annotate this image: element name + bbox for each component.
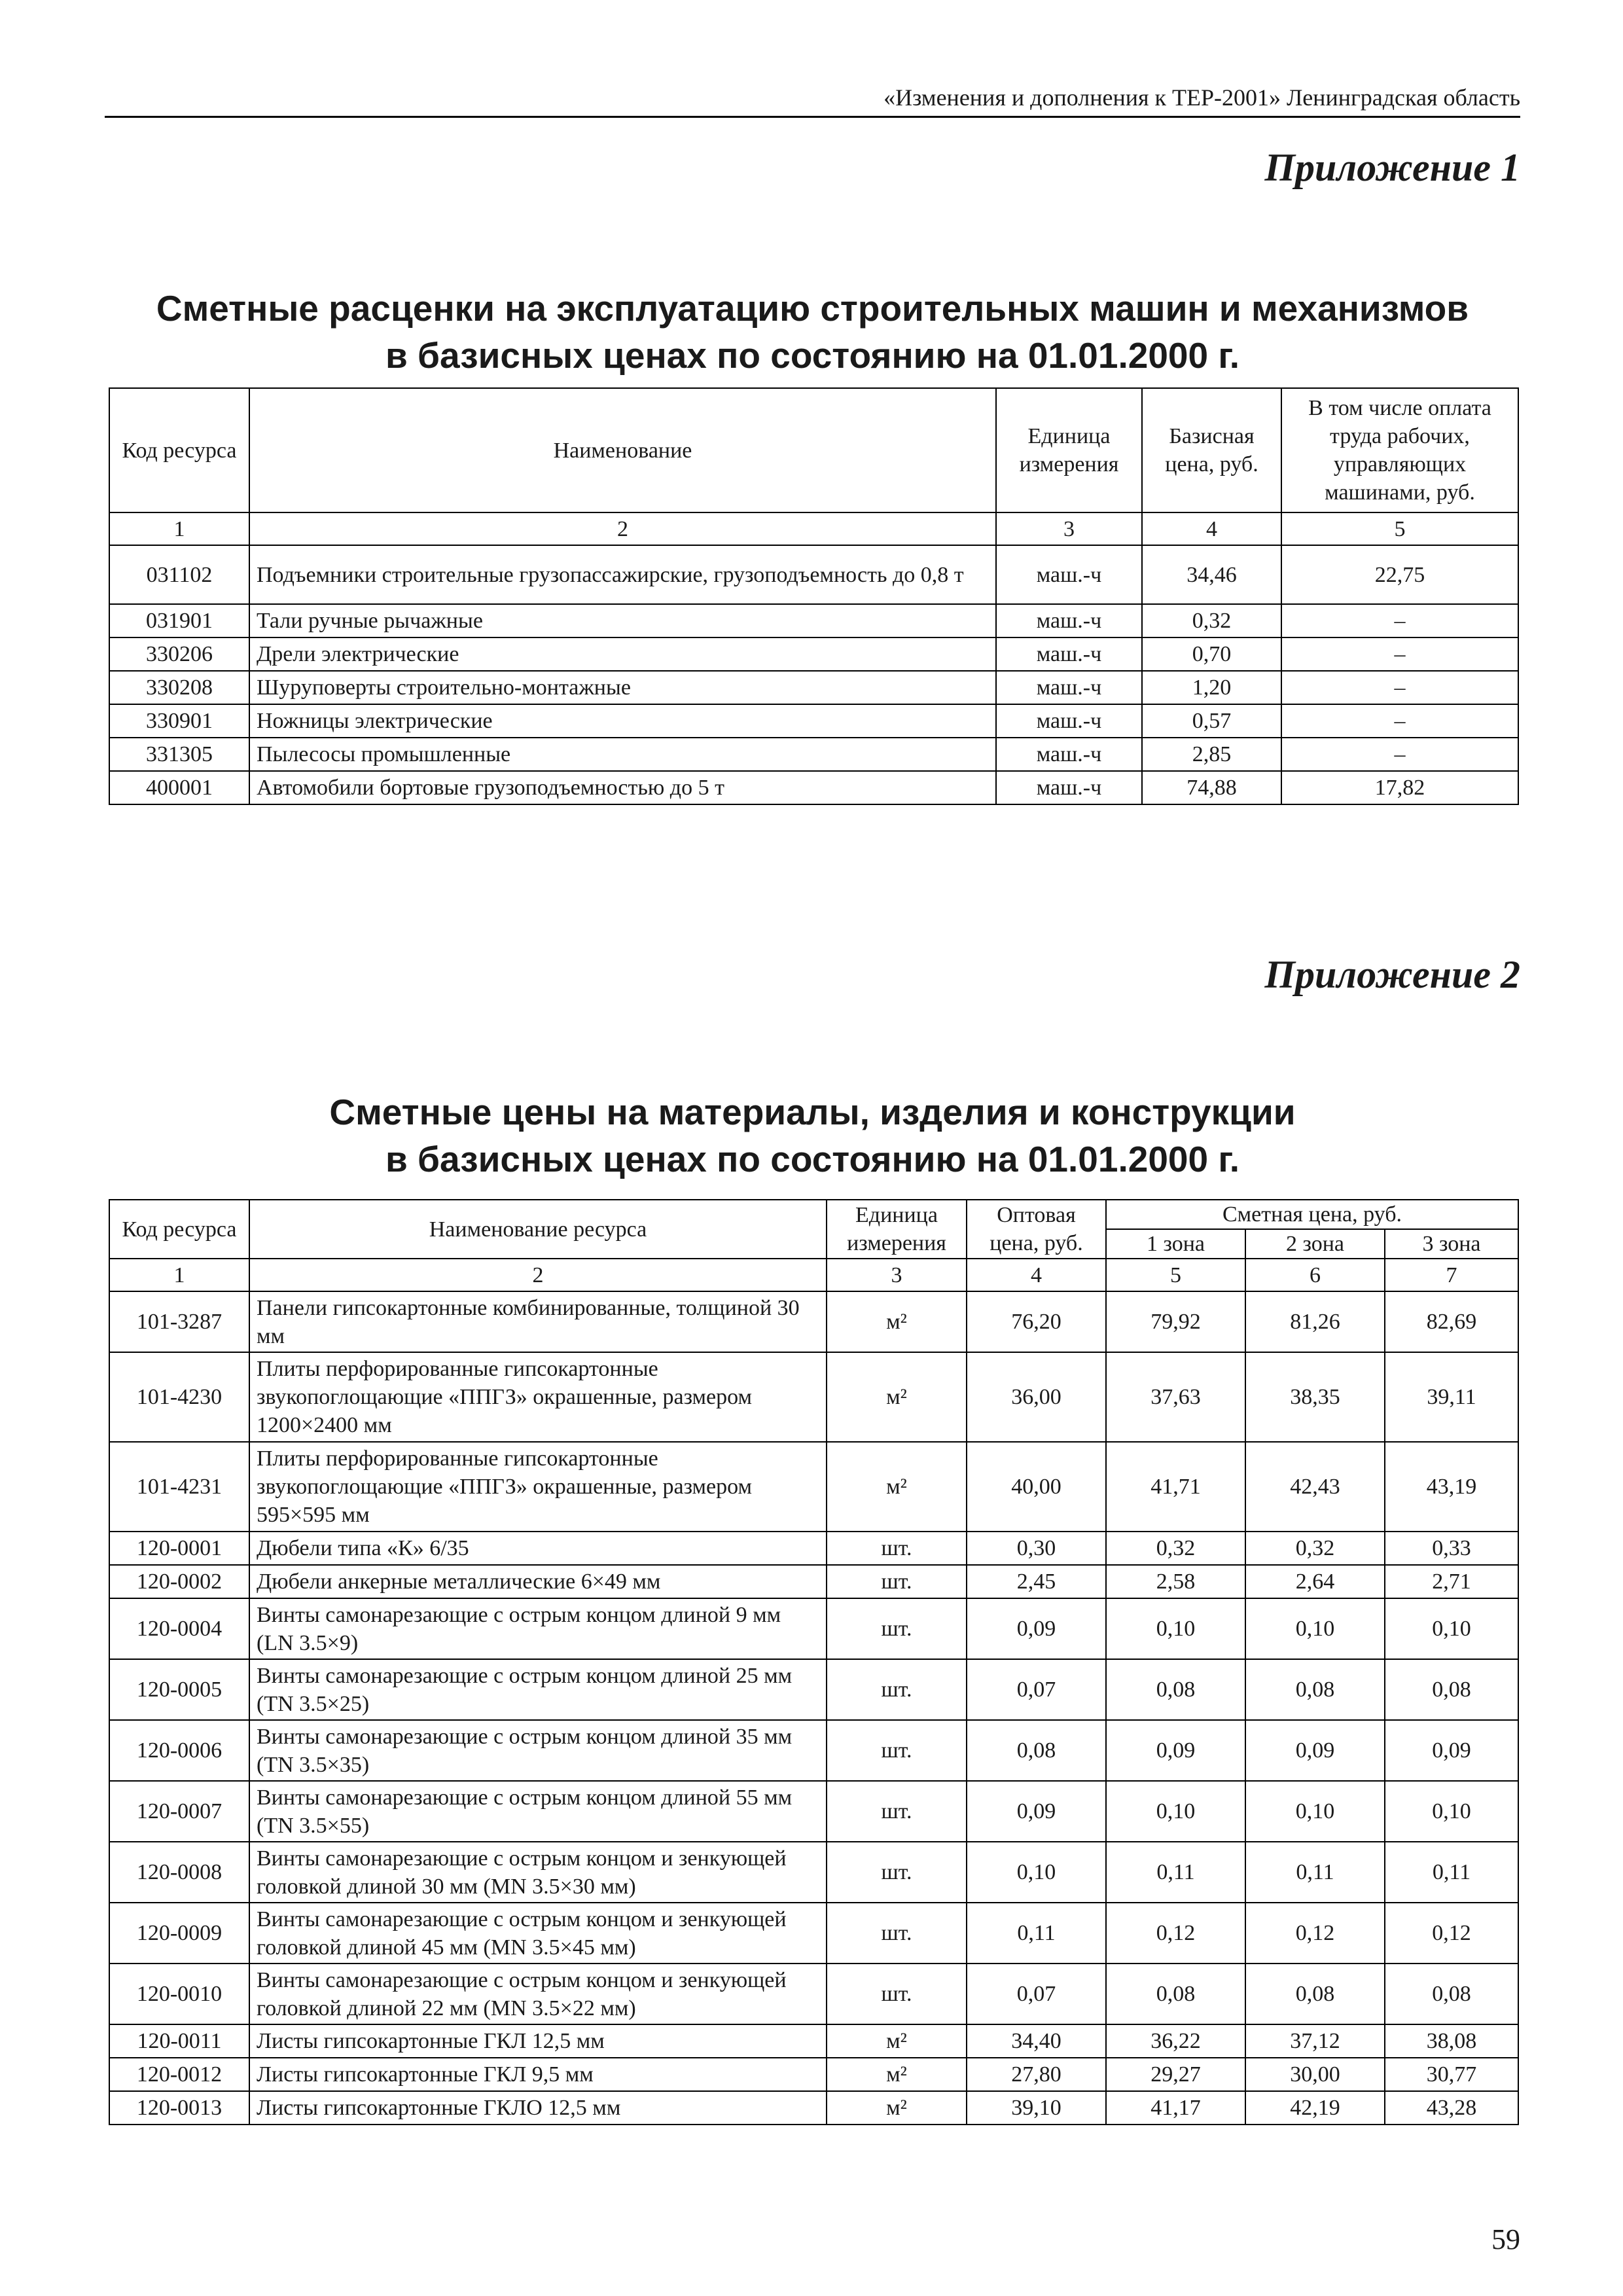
resource-code: 120-0011 bbox=[109, 2024, 249, 2058]
zone-2-price: 81,26 bbox=[1245, 1291, 1385, 1352]
page-number: 59 bbox=[1491, 2223, 1520, 2255]
resource-code: 331305 bbox=[109, 738, 249, 771]
resource-code: 031901 bbox=[109, 604, 249, 637]
table-row bbox=[109, 1781, 1518, 1842]
appendix-2-title bbox=[105, 1088, 1520, 1183]
wholesale-price: 0,09 bbox=[967, 1781, 1106, 1842]
column-number: 1 bbox=[109, 512, 249, 545]
resource-name: Винты самонарезающие с острым концом длиной 25 мм (TN 3.5×25) bbox=[249, 1659, 827, 1720]
table-row bbox=[109, 1565, 1518, 1598]
wholesale-price: 36,00 bbox=[967, 1352, 1106, 1442]
wholesale-price: 0,10 bbox=[967, 1842, 1106, 1903]
table-row bbox=[109, 1598, 1518, 1659]
zone-3-price: 82,69 bbox=[1385, 1291, 1518, 1352]
zone-2-price: 0,11 bbox=[1245, 1842, 1385, 1903]
zone-2-price: 0,08 bbox=[1245, 1964, 1385, 2024]
appendix-1-title-line-2: в базисных ценах по состоянию на 01.01.2000 г. bbox=[385, 335, 1240, 376]
resource-name: Ножницы электрические bbox=[249, 704, 996, 738]
table-row bbox=[109, 1352, 1518, 1442]
base-price: 74,88 bbox=[1142, 771, 1281, 804]
wholesale-price: 27,80 bbox=[967, 2058, 1106, 2091]
resource-name: Винты самонарезающие с острым концом длиной 55 мм (TN 3.5×55) bbox=[249, 1781, 827, 1842]
base-price: 0,32 bbox=[1142, 604, 1281, 637]
labor-cost: 22,75 bbox=[1281, 545, 1518, 604]
resource-name: Листы гипсокартонные ГКЛ 12,5 мм bbox=[249, 2024, 827, 2058]
unit: маш.-ч bbox=[996, 604, 1142, 637]
resource-code: 330208 bbox=[109, 671, 249, 704]
zone-1-price: 0,08 bbox=[1106, 1659, 1245, 1720]
header-zone-3: 3 зона bbox=[1385, 1229, 1518, 1259]
resource-code: 120-0009 bbox=[109, 1903, 249, 1964]
labor-cost: – bbox=[1281, 704, 1518, 738]
unit: шт. bbox=[827, 1720, 967, 1781]
resource-name: Дюбели типа «К» 6/35 bbox=[249, 1532, 827, 1565]
resource-name: Листы гипсокартонные ГКЛ 9,5 мм bbox=[249, 2058, 827, 2091]
unit: маш.-ч bbox=[996, 771, 1142, 804]
zone-1-price: 0,09 bbox=[1106, 1720, 1245, 1781]
wholesale-price: 76,20 bbox=[967, 1291, 1106, 1352]
column-number: 2 bbox=[249, 512, 996, 545]
table-row bbox=[109, 671, 1518, 704]
table-row bbox=[109, 2091, 1518, 2125]
column-number: 2 bbox=[249, 1259, 827, 1291]
header-zone-1: 1 зона bbox=[1106, 1229, 1245, 1259]
resource-name: Винты самонарезающие с острым концом длиной 35 мм (TN 3.5×35) bbox=[249, 1720, 827, 1781]
table-row bbox=[109, 1842, 1518, 1903]
table-row bbox=[109, 1532, 1518, 1565]
zone-2-price: 42,19 bbox=[1245, 2091, 1385, 2125]
zone-3-price: 39,11 bbox=[1385, 1352, 1518, 1442]
table-row bbox=[109, 1442, 1518, 1532]
header-unit: Единица измерения bbox=[996, 388, 1142, 512]
zone-1-price: 0,32 bbox=[1106, 1532, 1245, 1565]
column-number: 4 bbox=[967, 1259, 1106, 1291]
unit: шт. bbox=[827, 1964, 967, 2024]
base-price: 34,46 bbox=[1142, 545, 1281, 604]
zone-1-price: 79,92 bbox=[1106, 1291, 1245, 1352]
resource-code: 031102 bbox=[109, 545, 249, 604]
machines-rates-table bbox=[109, 387, 1519, 805]
resource-name: Плиты перфорированные гипсокартонные звукопоглощающие «ППГЗ» окрашенные, размером 1200×2400 мм bbox=[249, 1352, 827, 1442]
header-unit: Единица измерения bbox=[827, 1200, 967, 1259]
unit: м² bbox=[827, 2024, 967, 2058]
table-row bbox=[109, 1291, 1518, 1352]
zone-1-price: 0,08 bbox=[1106, 1964, 1245, 2024]
zone-3-price: 0,08 bbox=[1385, 1659, 1518, 1720]
resource-code: 101-3287 bbox=[109, 1291, 249, 1352]
header-divider bbox=[105, 116, 1520, 118]
base-price: 1,20 bbox=[1142, 671, 1281, 704]
table-row bbox=[109, 1903, 1518, 1964]
zone-3-price: 0,09 bbox=[1385, 1720, 1518, 1781]
header-resource-code: Код ресурса bbox=[109, 388, 249, 512]
resource-name: Винты самонарезающие с острым концом и зенкующей головкой длиной 22 мм (MN 3.5×22 мм) bbox=[249, 1964, 827, 2024]
zone-1-price: 2,58 bbox=[1106, 1565, 1245, 1598]
zone-3-price: 30,77 bbox=[1385, 2058, 1518, 2091]
zone-1-price: 37,63 bbox=[1106, 1352, 1245, 1442]
column-number: 5 bbox=[1281, 512, 1518, 545]
resource-name: Винты самонарезающие с острым концом и зенкующей головкой длиной 45 мм (MN 3.5×45 мм) bbox=[249, 1903, 827, 1964]
zone-2-price: 0,12 bbox=[1245, 1903, 1385, 1964]
wholesale-price: 2,45 bbox=[967, 1565, 1106, 1598]
table-row bbox=[109, 771, 1518, 804]
unit: маш.-ч bbox=[996, 738, 1142, 771]
labor-cost: – bbox=[1281, 604, 1518, 637]
wholesale-price: 0,07 bbox=[967, 1659, 1106, 1720]
table-row bbox=[109, 2058, 1518, 2091]
appendix-1-title bbox=[105, 285, 1520, 379]
unit: шт. bbox=[827, 1842, 967, 1903]
resource-name: Шуруповерты строительно-монтажные bbox=[249, 671, 996, 704]
zone-2-price: 42,43 bbox=[1245, 1442, 1385, 1532]
resource-name: Дрели электрические bbox=[249, 637, 996, 671]
unit: шт. bbox=[827, 1565, 967, 1598]
column-number: 3 bbox=[996, 512, 1142, 545]
zone-3-price: 0,08 bbox=[1385, 1964, 1518, 2024]
resource-code: 101-4231 bbox=[109, 1442, 249, 1532]
zone-2-price: 0,09 bbox=[1245, 1720, 1385, 1781]
resource-name: Плиты перфорированные гипсокартонные звукопоглощающие «ППГЗ» окрашенные, размером 595×595 мм bbox=[249, 1442, 827, 1532]
zone-3-price: 0,12 bbox=[1385, 1903, 1518, 1964]
base-price: 0,70 bbox=[1142, 637, 1281, 671]
base-price: 2,85 bbox=[1142, 738, 1281, 771]
zone-2-price: 0,32 bbox=[1245, 1532, 1385, 1565]
zone-1-price: 41,17 bbox=[1106, 2091, 1245, 2125]
header-wholesale-price: Оптовая цена, руб. bbox=[967, 1200, 1106, 1259]
zone-3-price: 38,08 bbox=[1385, 2024, 1518, 2058]
base-price: 0,57 bbox=[1142, 704, 1281, 738]
zone-1-price: 36,22 bbox=[1106, 2024, 1245, 2058]
appendix-2-title-line-1: Сметные цены на материалы, изделия и конструкции bbox=[329, 1092, 1296, 1132]
materials-prices-table bbox=[109, 1199, 1519, 2125]
table-row bbox=[109, 738, 1518, 771]
labor-cost: 17,82 bbox=[1281, 771, 1518, 804]
resource-code: 330901 bbox=[109, 704, 249, 738]
resource-name: Панели гипсокартонные комбинированные, толщиной 30 мм bbox=[249, 1291, 827, 1352]
resource-code: 120-0012 bbox=[109, 2058, 249, 2091]
zone-3-price: 43,19 bbox=[1385, 1442, 1518, 1532]
unit: шт. bbox=[827, 1903, 967, 1964]
zone-1-price: 0,10 bbox=[1106, 1781, 1245, 1842]
zone-2-price: 0,08 bbox=[1245, 1659, 1385, 1720]
resource-code: 120-0007 bbox=[109, 1781, 249, 1842]
labor-cost: – bbox=[1281, 738, 1518, 771]
zone-3-price: 0,11 bbox=[1385, 1842, 1518, 1903]
header-labor-cost: В том числе оплата труда рабочих, управляющих машинами, руб. bbox=[1281, 388, 1518, 512]
wholesale-price: 0,09 bbox=[967, 1598, 1106, 1659]
column-number: 1 bbox=[109, 1259, 249, 1291]
table-row bbox=[109, 545, 1518, 604]
zone-3-price: 43,28 bbox=[1385, 2091, 1518, 2125]
running-header: «Изменения и дополнения к ТЕР-2001» Ленинградская область bbox=[883, 84, 1520, 111]
zone-1-price: 41,71 bbox=[1106, 1442, 1245, 1532]
unit: м² bbox=[827, 2058, 967, 2091]
table-row bbox=[109, 2024, 1518, 2058]
header-resource-name: Наименование ресурса bbox=[249, 1200, 827, 1259]
table-row bbox=[109, 1964, 1518, 2024]
resource-name: Винты самонарезающие с острым концом длиной 9 мм (LN 3.5×9) bbox=[249, 1598, 827, 1659]
resource-name: Винты самонарезающие с острым концом и зенкующей головкой длиной 30 мм (MN 3.5×30 мм) bbox=[249, 1842, 827, 1903]
zone-3-price: 2,71 bbox=[1385, 1565, 1518, 1598]
wholesale-price: 0,30 bbox=[967, 1532, 1106, 1565]
wholesale-price: 0,11 bbox=[967, 1903, 1106, 1964]
unit: шт. bbox=[827, 1659, 967, 1720]
header-estimate-price: Сметная цена, руб. bbox=[1106, 1200, 1518, 1229]
resource-code: 400001 bbox=[109, 771, 249, 804]
labor-cost: – bbox=[1281, 637, 1518, 671]
unit: м² bbox=[827, 1291, 967, 1352]
table-row bbox=[109, 704, 1518, 738]
column-number: 4 bbox=[1142, 512, 1281, 545]
zone-2-price: 38,35 bbox=[1245, 1352, 1385, 1442]
appendix-1-title-line-1: Сметные расценки на эксплуатацию строительных машин и механизмов bbox=[156, 288, 1469, 329]
resource-name: Листы гипсокартонные ГКЛО 12,5 мм bbox=[249, 2091, 827, 2125]
zone-2-price: 30,00 bbox=[1245, 2058, 1385, 2091]
zone-1-price: 29,27 bbox=[1106, 2058, 1245, 2091]
unit: шт. bbox=[827, 1532, 967, 1565]
header-base-price: Базисная цена, руб. bbox=[1142, 388, 1281, 512]
resource-code: 120-0004 bbox=[109, 1598, 249, 1659]
zone-3-price: 0,10 bbox=[1385, 1781, 1518, 1842]
resource-name: Дюбели анкерные металлические 6×49 мм bbox=[249, 1565, 827, 1598]
zone-1-price: 0,12 bbox=[1106, 1903, 1245, 1964]
resource-code: 120-0006 bbox=[109, 1720, 249, 1781]
unit: маш.-ч bbox=[996, 545, 1142, 604]
column-number: 3 bbox=[827, 1259, 967, 1291]
unit: маш.-ч bbox=[996, 637, 1142, 671]
unit: шт. bbox=[827, 1781, 967, 1842]
zone-2-price: 2,64 bbox=[1245, 1565, 1385, 1598]
resource-name: Подъемники строительные грузопассажирские, грузоподъемность до 0,8 т bbox=[249, 545, 996, 604]
column-number: 6 bbox=[1245, 1259, 1385, 1291]
header-name: Наименование bbox=[249, 388, 996, 512]
unit: шт. bbox=[827, 1598, 967, 1659]
wholesale-price: 39,10 bbox=[967, 2091, 1106, 2125]
zone-1-price: 0,10 bbox=[1106, 1598, 1245, 1659]
wholesale-price: 34,40 bbox=[967, 2024, 1106, 2058]
column-number: 7 bbox=[1385, 1259, 1518, 1291]
column-number: 5 bbox=[1106, 1259, 1245, 1291]
table-row bbox=[109, 1659, 1518, 1720]
zone-3-price: 0,33 bbox=[1385, 1532, 1518, 1565]
labor-cost: – bbox=[1281, 671, 1518, 704]
table-row bbox=[109, 637, 1518, 671]
resource-code: 120-0001 bbox=[109, 1532, 249, 1565]
zone-2-price: 0,10 bbox=[1245, 1598, 1385, 1659]
unit: м² bbox=[827, 2091, 967, 2125]
zone-2-price: 0,10 bbox=[1245, 1781, 1385, 1842]
resource-name: Автомобили бортовые грузоподъемностью до 5 т bbox=[249, 771, 996, 804]
resource-name: Пылесосы промышленные bbox=[249, 738, 996, 771]
unit: маш.-ч bbox=[996, 704, 1142, 738]
resource-code: 120-0002 bbox=[109, 1565, 249, 1598]
header-resource-code: Код ресурса bbox=[109, 1200, 249, 1259]
wholesale-price: 0,08 bbox=[967, 1720, 1106, 1781]
table-row bbox=[109, 1720, 1518, 1781]
unit: м² bbox=[827, 1352, 967, 1442]
unit: м² bbox=[827, 1442, 967, 1532]
resource-code: 120-0010 bbox=[109, 1964, 249, 2024]
appendix-2-title-line-2: в базисных ценах по состоянию на 01.01.2000 г. bbox=[385, 1139, 1240, 1179]
wholesale-price: 0,07 bbox=[967, 1964, 1106, 2024]
zone-1-price: 0,11 bbox=[1106, 1842, 1245, 1903]
header-zone-2: 2 зона bbox=[1245, 1229, 1385, 1259]
zone-3-price: 0,10 bbox=[1385, 1598, 1518, 1659]
unit: маш.-ч bbox=[996, 671, 1142, 704]
resource-code: 120-0013 bbox=[109, 2091, 249, 2125]
resource-name: Тали ручные рычажные bbox=[249, 604, 996, 637]
appendix-2-label: Приложение 2 bbox=[1264, 953, 1520, 996]
wholesale-price: 40,00 bbox=[967, 1442, 1106, 1532]
resource-code: 120-0008 bbox=[109, 1842, 249, 1903]
appendix-1-label: Приложение 1 bbox=[1264, 146, 1520, 189]
resource-code: 330206 bbox=[109, 637, 249, 671]
table-row bbox=[109, 604, 1518, 637]
resource-code: 101-4230 bbox=[109, 1352, 249, 1442]
resource-code: 120-0005 bbox=[109, 1659, 249, 1720]
zone-2-price: 37,12 bbox=[1245, 2024, 1385, 2058]
